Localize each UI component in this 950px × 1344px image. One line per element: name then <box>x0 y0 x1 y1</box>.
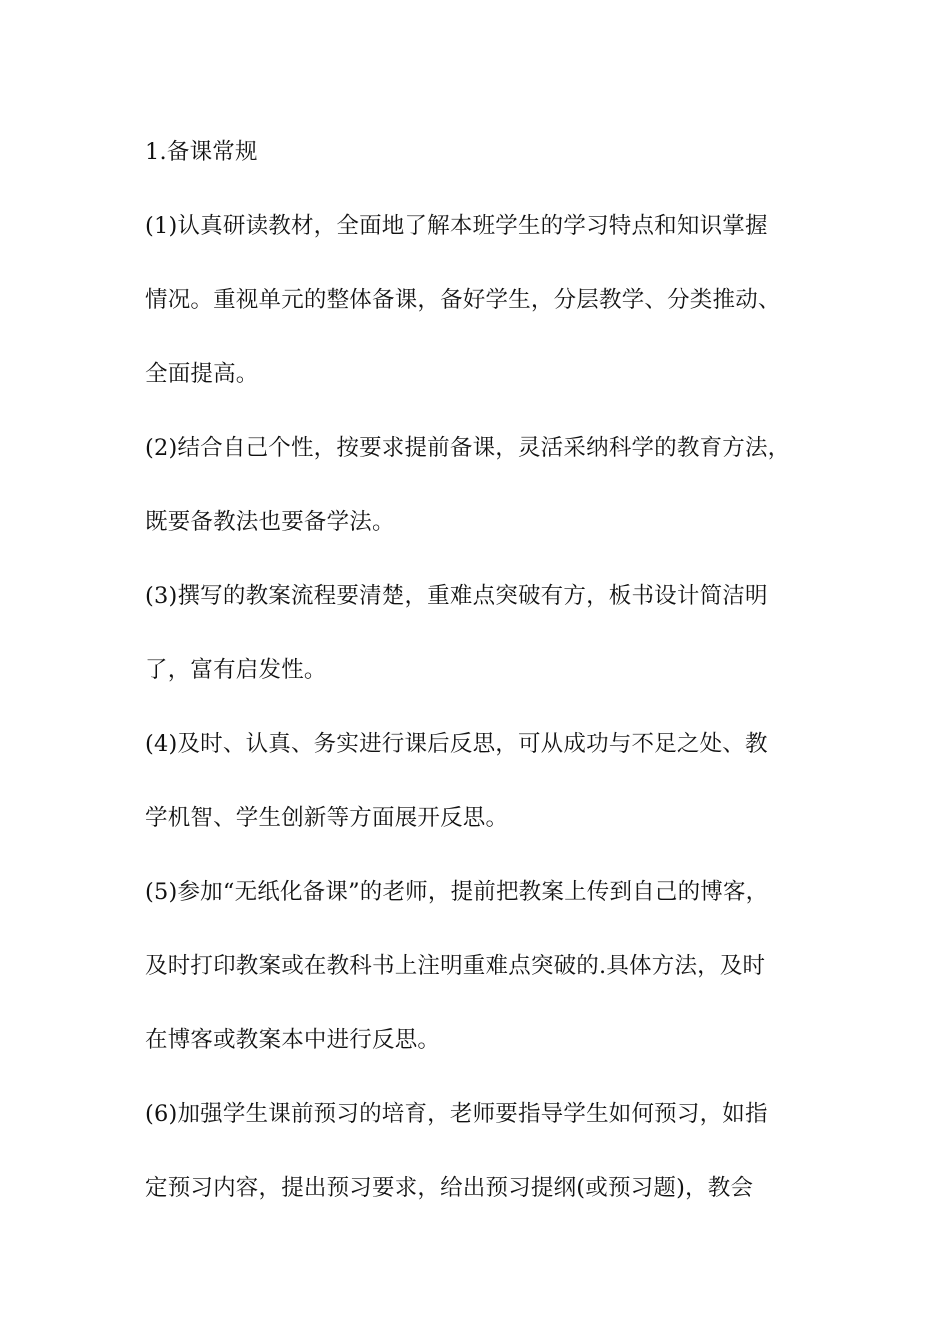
text-line: (3)撰写的教案流程要清楚，重难点突破有方，板书设计简洁明 <box>145 583 768 609</box>
text-line: 在博客或教案本中进行反思。 <box>145 1027 441 1053</box>
text-line: (6)加强学生课前预习的培育，老师要指导学生如何预习，如指 <box>145 1101 768 1127</box>
text-line: 了，富有启发性。 <box>145 657 327 683</box>
text-line: 既要备教法也要备学法。 <box>145 509 395 535</box>
section-heading: 1.备课常规 <box>145 139 258 165</box>
text-line: 全面提高。 <box>145 361 259 387</box>
text-line: 及时打印教案或在教科书上注明重难点突破的.具体方法，及时 <box>145 953 766 979</box>
text-line: 定预习内容，提出预习要求，给出预习提纲(或预习题)，教会 <box>145 1175 754 1201</box>
text-line: (4)及时、认真、务实进行课后反思，可从成功与不足之处、教 <box>145 731 768 757</box>
text-line: (1)认真研读教材，全面地了解本班学生的学习特点和知识掌握 <box>145 213 768 239</box>
text-line: (5)参加“无纸化备课”的老师，提前把教案上传到自己的博客， <box>145 879 769 905</box>
text-line: 学机智、学生创新等方面展开反思。 <box>145 805 509 831</box>
text-line: (2)结合自己个性，按要求提前备课，灵活采纳科学的教育方法， <box>145 435 791 461</box>
text-line: 情况。重视单元的整体备课，备好学生，分层教学、分类推动、 <box>145 287 781 313</box>
